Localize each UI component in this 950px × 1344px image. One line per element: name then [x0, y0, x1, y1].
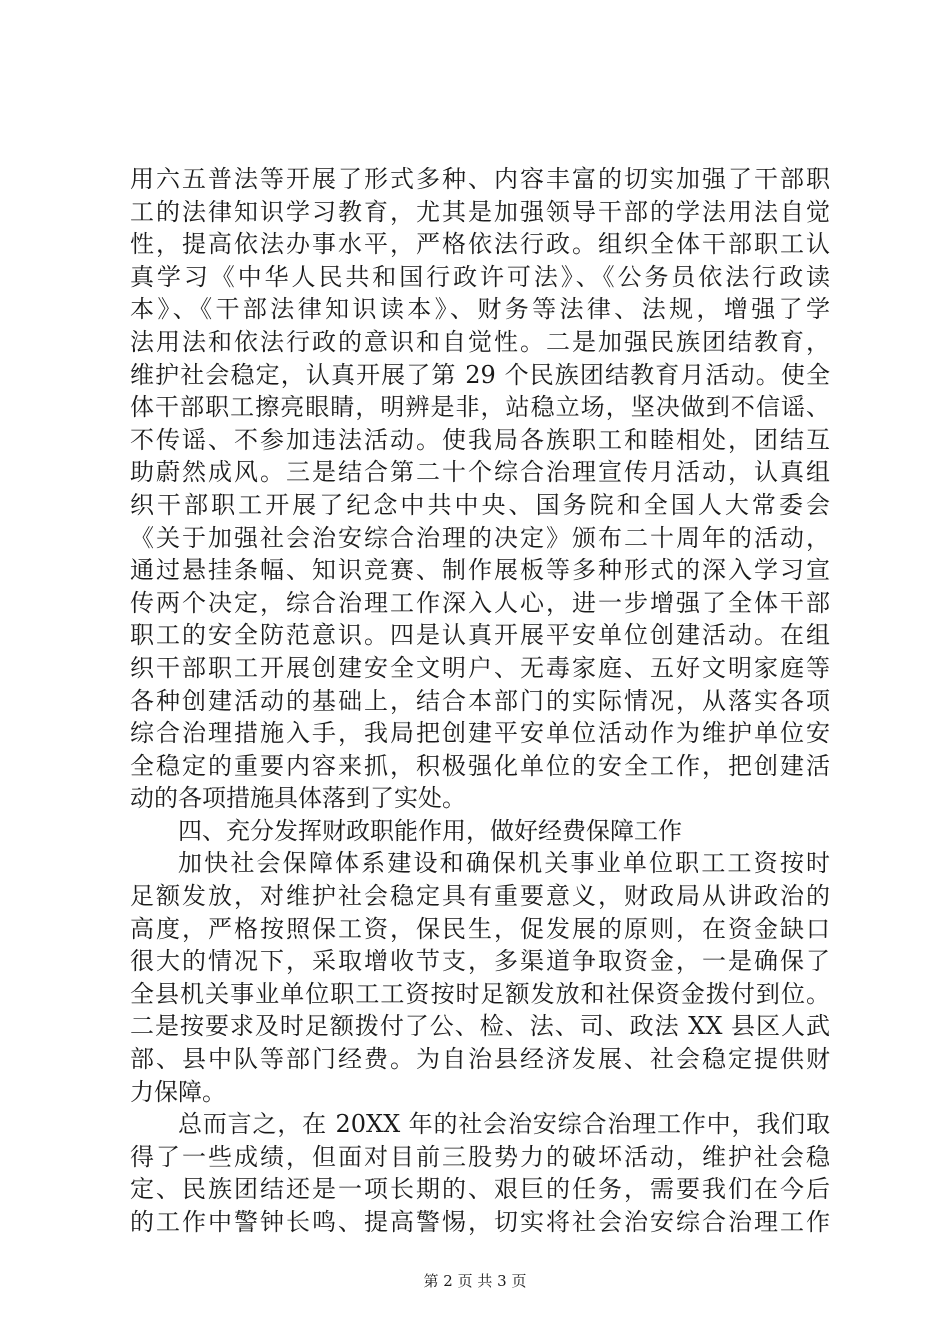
text-line: 工的法律知识学习教育，尤其是加强领导干部的学法用法自觉 — [130, 197, 830, 226]
text-line: 《关于加强社会治安综合治理的决定》颁布二十周年的活动， — [130, 523, 830, 552]
text-line: 真学习《中华人民共和国行政许可法》、《公务员依法行政读 — [130, 262, 830, 291]
text-line: 全县机关事业单位职工工资按时足额发放和社保资金拨付到位。 — [130, 979, 830, 1008]
text-line: 足额发放，对维护社会稳定具有重要意义，财政局从讲政治的 — [130, 882, 830, 911]
text-line: 综合治理措施入手，我局把创建平安单位活动作为维护单位安 — [130, 719, 830, 748]
text-line: 不传谣、不参加违法活动。使我局各族职工和睦相处，团结互 — [130, 425, 830, 454]
text-line: 传两个决定，综合治理工作深入人心，进一步增强了全体干部 — [130, 588, 830, 617]
text-line: 通过悬挂条幅、知识竞赛、制作展板等多种形式的深入学习宣 — [130, 556, 830, 585]
text-line: 助蔚然成风。三是结合第二十个综合治理宣传月活动，认真组 — [130, 458, 830, 487]
text-line: 全稳定的重要内容来抓，积极强化单位的安全工作，把创建活 — [130, 751, 830, 780]
text-line: 本》、《干部法律知识读本》、财务等法律、法规，增强了学 — [130, 295, 830, 324]
text-line: 力保障。 — [130, 1077, 226, 1106]
document-body — [130, 163, 830, 1239]
page-footer: 第 2 页 共 3 页 — [423, 1272, 527, 1290]
text-line: 体干部职工擦亮眼睛，明辨是非，站稳立场，坚决做到不信谣、 — [130, 393, 830, 422]
text-line: 四、充分发挥财政职能作用，做好经费保障工作 — [178, 816, 682, 845]
text-line: 高度，严格按照保工资，保民生，促发展的原则，在资金缺口 — [130, 914, 830, 943]
text-line: 很大的情况下，采取增收节支，多渠道争取资金，一是确保了 — [130, 947, 830, 976]
text-line: 性，提高依法办事水平，严格依法行政。组织全体干部职工认 — [130, 230, 830, 259]
text-line: 动的各项措施具体落到了实处。 — [130, 784, 466, 813]
text-line: 加快社会保障体系建设和确保机关事业单位职工工资按时 — [178, 849, 830, 878]
text-line: 得了一些成绩，但面对目前三股势力的破坏活动，维护社会稳 — [130, 1142, 830, 1171]
text-line: 织干部职工开展了纪念中共中央、国务院和全国人大常委会 — [130, 490, 830, 519]
text-line: 法用法和依法行政的意识和自觉性。二是加强民族团结教育， — [130, 327, 830, 356]
text-line: 二是按要求及时足额拨付了公、检、法、司、政法 XX 县区人武 — [130, 1012, 830, 1041]
text-line: 织干部职工开展创建安全文明户、无毒家庭、五好文明家庭等 — [130, 653, 830, 682]
text-line: 的工作中警钟长鸣、提高警惕，切实将社会治安综合治理工作 — [130, 1208, 830, 1236]
text-line: 职工的安全防范意识。四是认真开展平安单位创建活动。在组 — [130, 621, 830, 650]
text-line: 用六五普法等开展了形式多种、内容丰富的切实加强了干部职 — [130, 165, 830, 193]
text-line: 各种创建活动的基础上，结合本部门的实际情况，从落实各项 — [130, 686, 830, 715]
text-line: 定、民族团结还是一项长期的、艰巨的任务，需要我们在今后 — [130, 1175, 830, 1204]
text-line: 部、县中队等部门经费。为自治县经济发展、社会稳定提供财 — [130, 1045, 830, 1074]
text-line: 总而言之，在 20XX 年的社会治安综合治理工作中，我们取 — [178, 1110, 830, 1139]
text-line: 维护社会稳定，认真开展了第 29 个民族团结教育月活动。使全 — [130, 360, 830, 389]
